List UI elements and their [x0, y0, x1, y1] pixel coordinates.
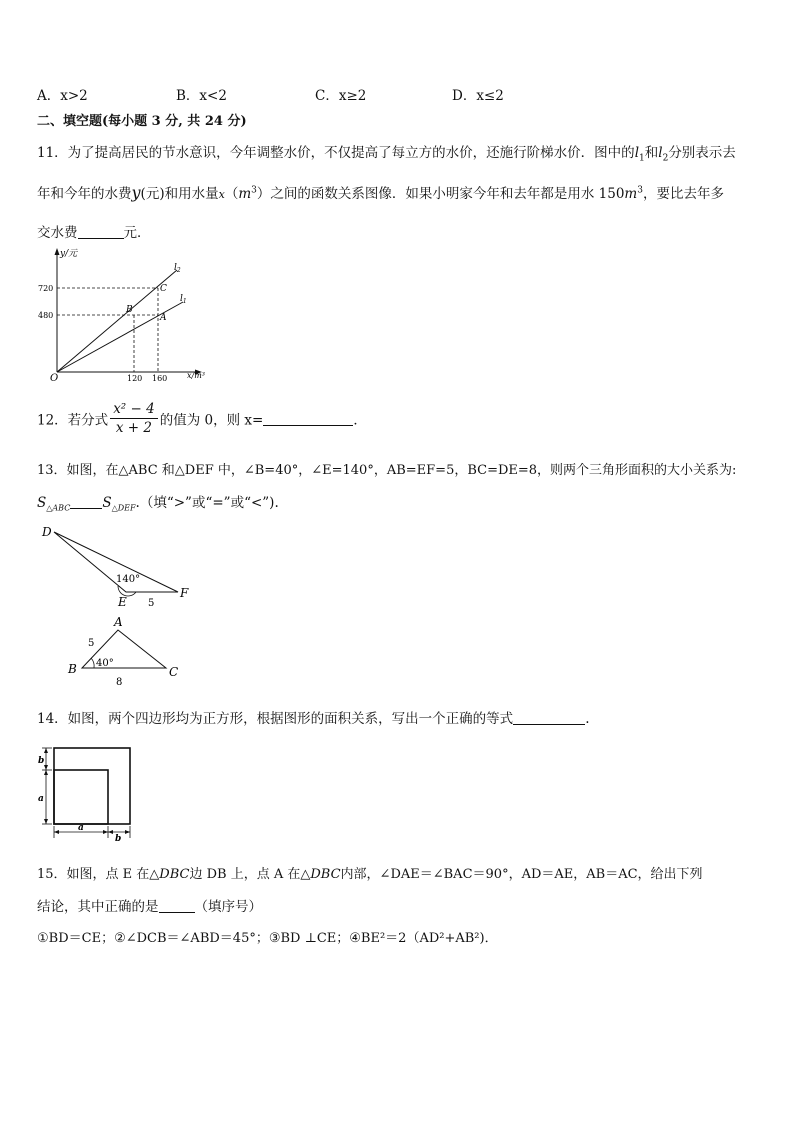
q14-figure — [36, 742, 136, 842]
section-title: 二、填空题(每小题 3 分, 共 24 分) — [37, 114, 247, 129]
option-a: A．x>2 — [37, 88, 88, 104]
q11-line2: 年和今年的水费y(元)和用水量$x(m^3)$之间的函数关系图像．如果小明家今年和去年都是用水 $150m^3$，要比去年多 — [37, 183, 724, 202]
q11-answer-blank — [78, 224, 124, 239]
option-c: C．x≥2 — [315, 88, 367, 104]
ef-length: 5 — [148, 598, 155, 609]
y-axis-label: y/元 — [60, 249, 78, 259]
option-b: B．x<2 — [176, 88, 227, 104]
label-d: D — [42, 525, 52, 539]
label-a-left: a — [38, 794, 44, 804]
label-a-bottom: a — [78, 823, 84, 833]
q15-line1: 15．如图，点 E 在△DBC边 DB 上，点 A 在△DBC内部，∠DAE＝∠BAC＝90°，AD＝AE，AB＝AC，给出下列 — [37, 867, 703, 882]
label-b-left: b — [38, 756, 45, 766]
label-e: E — [118, 595, 127, 609]
label-b: B — [68, 662, 77, 676]
bc-length: 8 — [116, 677, 123, 688]
y-tick-480: 480 — [38, 311, 54, 320]
point-b-label: B — [126, 305, 133, 315]
x-tick-120: 120 — [127, 374, 143, 383]
q14-line: 14．如图，两个四边形均为正方形，根据图形的面积关系，写出一个正确的等式 . — [37, 711, 590, 727]
q15-line3: ①BD＝CE；②∠DCB＝∠ABD＝45°；③BD ⊥CE；④BE²＝2（AD²+AB²)． — [37, 931, 498, 946]
q11-graph — [30, 244, 220, 384]
q15-line2: 结论，其中正确的是 （填序号） — [37, 899, 262, 915]
point-c-label: C — [160, 284, 167, 294]
q12-line: 12．若分式 $\frac{\text{x² − 4}}{x + 2}$ 的值为 0，则 x= ． — [37, 401, 367, 436]
label-c: C — [169, 665, 179, 679]
triangle-abc — [82, 630, 166, 668]
inner-square — [54, 770, 108, 824]
q11-line3: 交水费 元． — [37, 225, 151, 241]
label-a: A — [114, 615, 123, 629]
label-b-bottom: b — [115, 834, 122, 842]
q13-line2: $S_{\triangle ABC}$ $S_{\triangle DEF}$.（填“>”或“=”或“<”). — [37, 495, 279, 513]
q13-answer-blank — [70, 494, 102, 509]
line-l2 — [57, 270, 177, 372]
angle-b-arc — [91, 658, 94, 668]
y-axis-arrow — [55, 248, 60, 255]
label-f: F — [180, 586, 189, 600]
x-axis-label: x/m³ — [187, 371, 205, 380]
ab-length: 5 — [88, 638, 95, 649]
q12-fraction: $\frac{\text{x² − 4}}{x + 2}$ — [110, 400, 158, 437]
q14-answer-blank — [513, 710, 585, 725]
q12-answer-blank — [263, 411, 353, 426]
option-d: D．x≤2 — [452, 88, 504, 104]
x-tick-160: 160 — [152, 374, 168, 383]
q15-answer-blank — [159, 898, 195, 913]
l2-label: $l_2$ — [174, 263, 181, 274]
outer-square — [54, 748, 130, 824]
q13-figure — [36, 520, 206, 690]
point-a-label: A — [160, 313, 167, 323]
l1-label: $l_1$ — [180, 294, 187, 305]
origin-label: O — [50, 373, 59, 384]
angle-b-value: 40° — [96, 658, 114, 669]
q13-line1: 13．如图，在△ABC 和△DEF 中，∠B=40°，∠E=140°，AB=EF=5，BC=DE=8，则两个三角形面积的大小关系为: — [37, 463, 737, 478]
q11-line1: 11．为了提高居民的节水意识，今年调整水价，不仅提高了每立方的水价，还施行阶梯水价．图中的$l_1$和$l_2$分别表示去 — [37, 145, 736, 164]
angle-e-value: 140° — [116, 574, 141, 585]
y-tick-720: 720 — [38, 284, 54, 293]
